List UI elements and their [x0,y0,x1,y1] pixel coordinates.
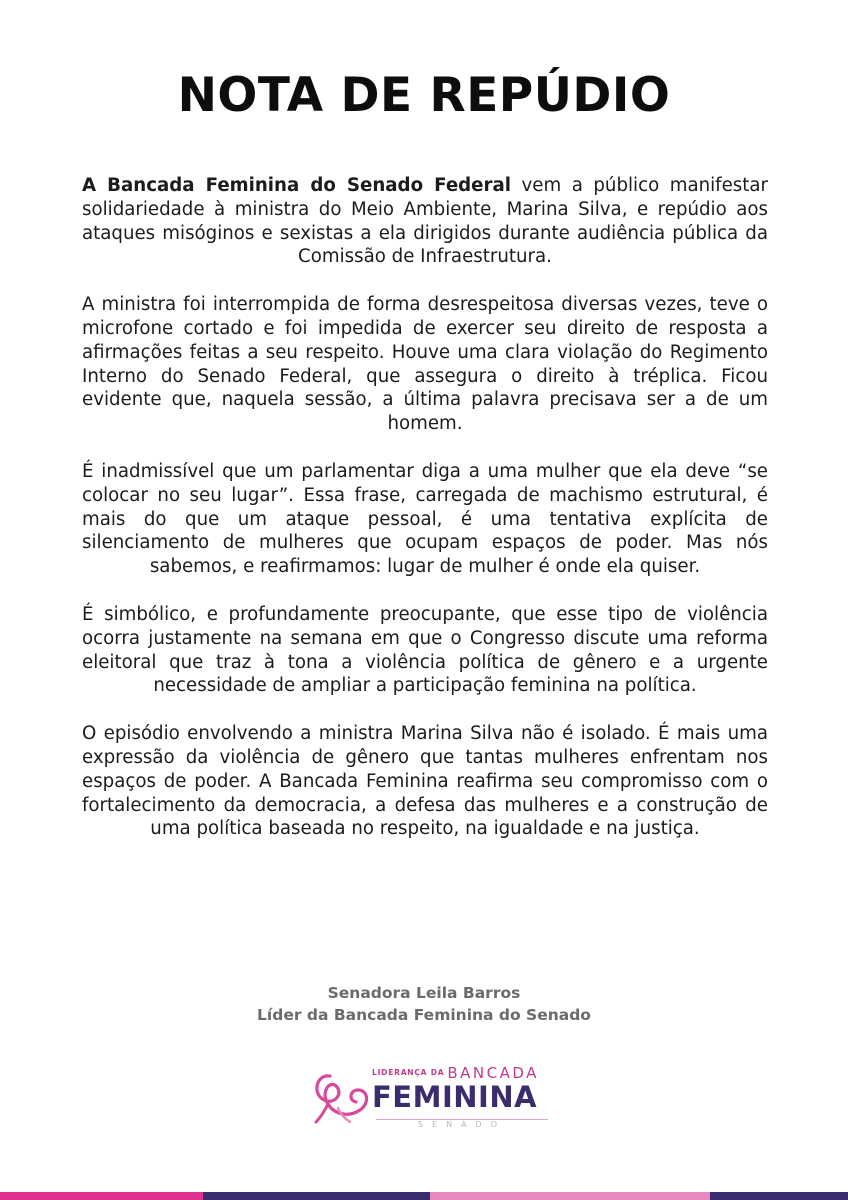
signatory-role: Líder da Bancada Feminina do Senado [257,1006,591,1024]
logo-bancada-text: BANCADA [447,1063,539,1082]
footer-bar-segment-pink [0,1192,203,1200]
paragraph-5: O episódio envolvendo a ministra Marina Silva não é isolado. É mais uma expressão da violência de gênero que tantas mulheres enfrentam nos espaços de poder. A Bancada Feminina reafirma seu compromisso com o fortalecimento da democracia, a defesa das mulheres e a construção de uma política baseada no respeito, na igualdade e na justiça. [82,723,768,840]
ribbon-heart-icon [308,1064,374,1126]
bancada-feminina-logo [300,1058,560,1134]
paragraph-4: É simbólico, e profundamente preocupante, que esse tipo de violência ocorra justamente na semana em que o Congresso discute uma reforma eleitoral que traz à tona a violência política de gênero e a urgente necessidade de ampliar a participação feminina na política. [82,603,768,697]
footer-color-bar [0,1192,848,1200]
statement-body [82,174,768,865]
logo-feminina-text: FEMININA [372,1080,538,1114]
signatory-name: Senadora Leila Barros [327,984,521,1002]
paragraph-3: É inadmissível que um parlamentar diga a uma mulher que ela deve “se colocar no seu lugar”. Essa frase, carregada de machismo estrutural, é mais do que um ataque pessoal, é uma tentativa explícita de silenciamento de mulheres que ocupam espaços de poder. Mas nós sabemos, e reafirmamos: lugar de mulher é onde ela quiser. [82,460,768,578]
footer-bar-segment-purple-end [710,1192,848,1200]
signature-block [0,982,848,1026]
paragraph-2: A ministra foi interrompida de forma desrespeitosa diversas vezes, teve o microfone cortado e foi impedida de exercer seu direito de resposta a afirmações feitas a seu respeito. Houve uma clara violação do Regimento Interno do Senado Federal, que assegura o direito à tréplica. Ficou evidente que, naquela sessão, a última palavra precisava ser a de um homem. [82,294,768,435]
logo-senado-text: SENADO [417,1120,507,1129]
paragraph-1 [82,174,768,269]
logo-lideranca-text: LIDERANÇA DA [372,1068,445,1077]
page-title: NOTA DE REPÚDIO [177,68,671,123]
paragraph-1-bold: A Bancada Feminina do Senado Federal [82,175,511,196]
logo-top-text [372,1062,539,1082]
footer-bar-segment-light-pink [430,1192,710,1200]
footer-bar-segment-purple [203,1192,430,1200]
paragraph-1-text: vem a público manifestar solidariedade à ministra do Meio Ambiente, Marina Silva, e repúdio aos ataques misóginos e sexistas a ela dirigidos durante audiência pública da Comissão de Infraestrutura. [82,175,768,268]
